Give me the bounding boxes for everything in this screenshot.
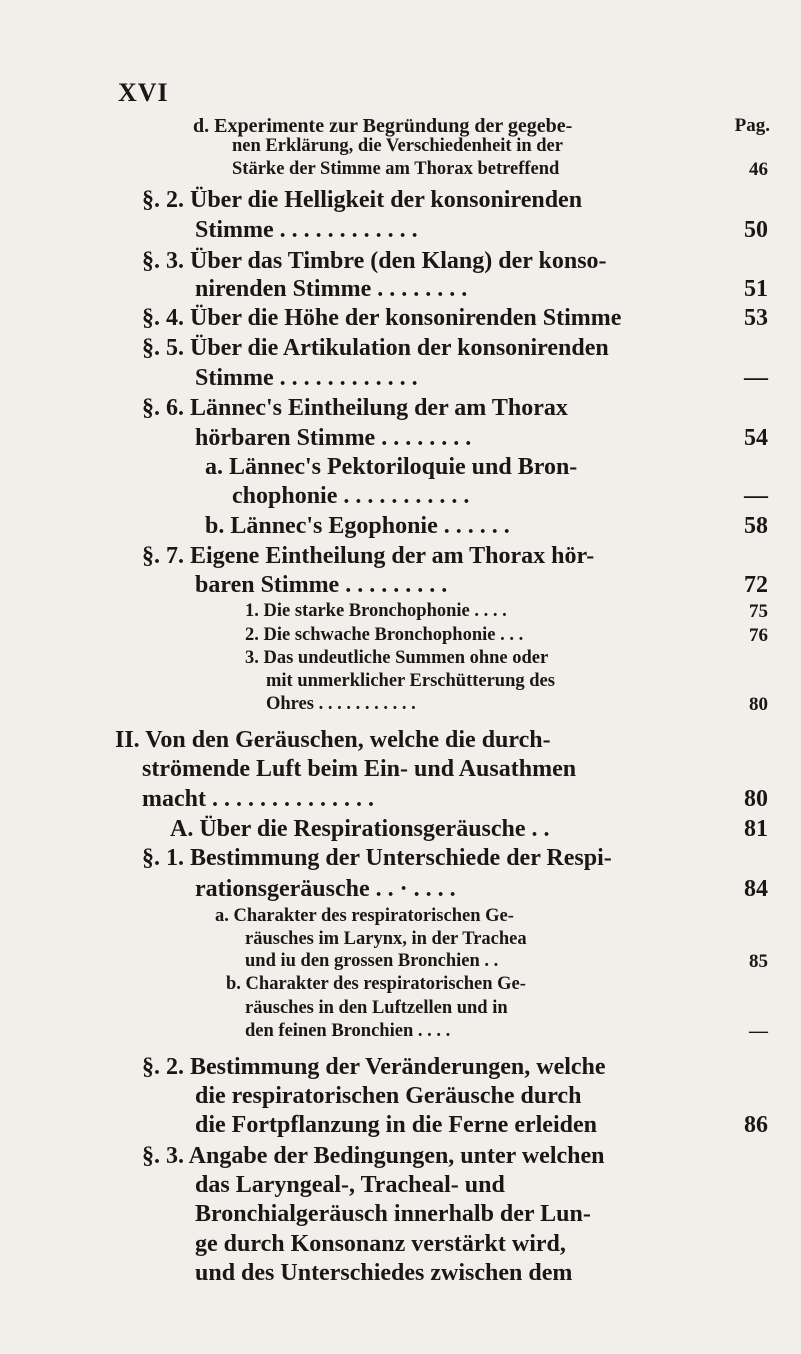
toc-entry-text: ge durch Konsonanz verstärkt wird, — [195, 1230, 566, 1257]
toc-entry-text: d. Experimente zur Begründung der gegebe- — [193, 115, 573, 137]
toc-page-number: 46 — [749, 158, 768, 180]
toc-page-number: 80 — [744, 785, 768, 812]
toc-entry-text: Ohres . . . . . . . . . . . — [266, 694, 416, 715]
toc-entry-text: a. Charakter des respiratorischen Ge- — [215, 905, 514, 926]
toc-entry-text: §. 4. Über die Höhe der konsonirenden Stimme — [142, 305, 622, 332]
toc-page-number: 84 — [744, 875, 768, 902]
toc-page-number: 85 — [749, 951, 768, 973]
toc-entry-text: b. Lännec's Egophonie . . . . . . — [205, 512, 510, 539]
toc-entry-text: und des Unterschiedes zwischen dem — [195, 1260, 573, 1286]
toc-entry-text: baren Stimme . . . . . . . . . — [195, 572, 448, 599]
toc-page-number: 75 — [749, 600, 768, 622]
toc-page-number: 54 — [744, 424, 768, 451]
toc-page-number: — — [744, 483, 768, 510]
toc-entry-text: 2. Die schwache Bronchophonie . . . — [245, 624, 524, 645]
page-column-label: Pag. — [734, 115, 770, 136]
toc-entry-text: §. 3. Über das Timbre (den Klang) der konso- — [142, 247, 607, 274]
toc-entry-text: chophonie . . . . . . . . . . . — [232, 483, 470, 510]
toc-entry-text: den feinen Bronchien . . . . — [245, 1020, 451, 1041]
toc-page-number: 76 — [749, 624, 768, 646]
toc-entry-text: hörbaren Stimme . . . . . . . . — [195, 424, 472, 451]
toc-entry-text: räusches in den Luftzellen und in — [245, 997, 508, 1018]
toc-entry-text: die respiratorischen Geräusche durch — [195, 1082, 582, 1109]
toc-entry-text: §. 6. Lännec's Eintheilung der am Thorax — [142, 395, 568, 422]
toc-entry-text: Bronchialgeräusch innerhalb der Lun- — [195, 1201, 591, 1228]
toc-page-number: 86 — [744, 1112, 768, 1139]
toc-entry-text: nirenden Stimme . . . . . . . . — [195, 276, 468, 303]
page-number-header: XVI — [118, 78, 169, 107]
toc-page-number: 51 — [744, 276, 768, 303]
toc-entry-text: 1. Die starke Bronchophonie . . . . — [245, 600, 507, 621]
toc-entry-text: §. 3. Angabe der Bedingungen, unter welchen — [142, 1142, 605, 1169]
toc-entry-text: Stimme . . . . . . . . . . . . — [195, 364, 418, 391]
toc-entry-text: mit unmerklicher Erschütterung des — [266, 671, 555, 692]
toc-entry-text: das Laryngeal-, Tracheal- und — [195, 1171, 505, 1198]
toc-entry-text: macht . . . . . . . . . . . . . . — [142, 785, 374, 812]
toc-entry-text: a. Lännec's Pektoriloquie und Bron- — [205, 453, 578, 480]
toc-entry-text: rationsgeräusche . . · . . . . — [195, 875, 456, 902]
toc-entry-text: §. 2. Über die Helligkeit der konsonirenden — [142, 187, 583, 214]
toc-entry-text: Stärke der Stimme am Thorax betreffend — [232, 158, 560, 179]
toc-entry-text: b. Charakter des respiratorischen Ge- — [226, 974, 526, 995]
toc-entry-text: 3. Das undeutliche Summen ohne oder — [245, 647, 549, 668]
toc-entry-text: die Fortpflanzung in die Ferne erleiden — [195, 1112, 597, 1139]
toc-page-number: — — [744, 364, 768, 391]
toc-entry-text: nen Erklärung, die Verschiedenheit in der — [232, 136, 563, 157]
toc-page-number: 50 — [744, 217, 768, 244]
toc-entry-text: II. Von den Geräuschen, welche die durch- — [115, 727, 551, 754]
toc-page-number: 80 — [749, 694, 768, 716]
toc-page-number: 53 — [744, 305, 768, 332]
toc-entry-text: räusches im Larynx, in der Trachea — [245, 929, 527, 950]
toc-page-number: — — [749, 1020, 768, 1042]
toc-page-number: 72 — [744, 572, 768, 599]
toc-page-number: 81 — [744, 816, 768, 843]
toc-entry-text: und iu den grossen Bronchien . . — [245, 951, 499, 972]
toc-entry-text: A. Über die Respirationsgeräusche . . — [170, 816, 550, 843]
toc-entry-text: §. 1. Bestimmung der Unterschiede der Respi- — [142, 845, 612, 872]
toc-entry-text: Stimme . . . . . . . . . . . . — [195, 217, 418, 244]
toc-entry-text: §. 2. Bestimmung der Veränderungen, welche — [142, 1053, 606, 1080]
toc-page-number: 58 — [744, 512, 768, 539]
toc-entry-text: §. 5. Über die Artikulation der konsonirenden — [142, 334, 609, 361]
toc-entry-text: strömende Luft beim Ein- und Ausathmen — [142, 756, 577, 783]
toc-entry-text: §. 7. Eigene Eintheilung der am Thorax hör- — [142, 542, 595, 569]
